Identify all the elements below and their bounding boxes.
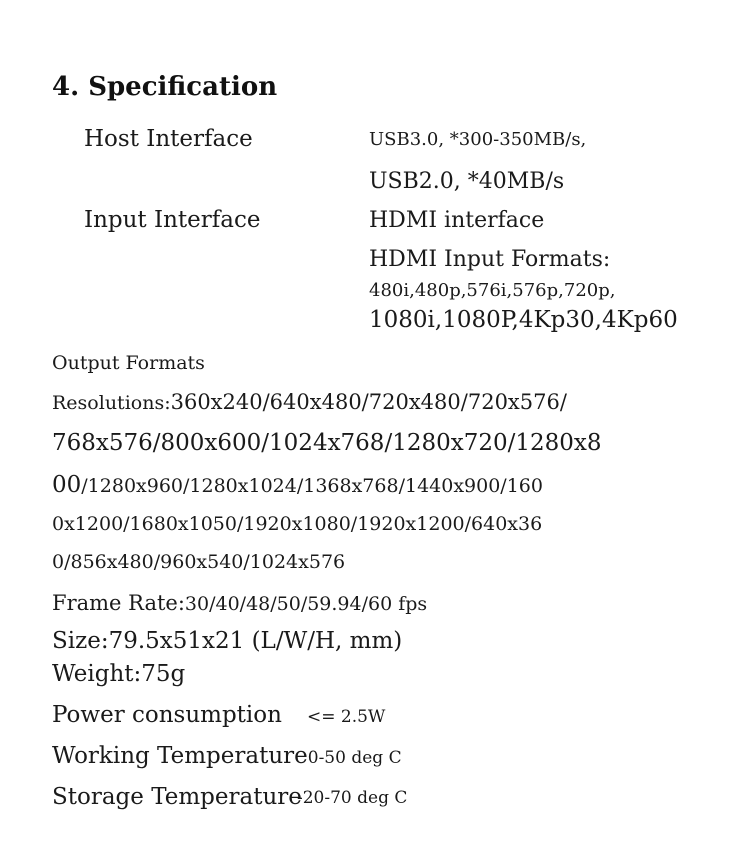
- storage-temperature-value: -20-70 deg C: [297, 788, 408, 808]
- input-formats-line-2: 1080i,1080P,4Kp30,4Kp60: [369, 307, 678, 333]
- resolutions-values-1: 360x240/640x480/720x480/720x576/: [170, 390, 567, 414]
- input-interface-value-hdmi: HDMI interface: [369, 208, 545, 233]
- resolutions-line-4: 0x1200/1680x1050/1920x1080/1920x1200/640x36: [52, 513, 543, 535]
- frame-rate-value: 30/40/48/50/59.94/60 fps: [184, 593, 428, 615]
- working-temperature-line: [52, 745, 402, 768]
- page-title: 4. Specification: [52, 72, 278, 102]
- storage-temperature-label: Storage Temperature: [52, 784, 302, 810]
- weight-line: Weight:75g: [52, 661, 186, 687]
- output-formats-title: Output Formats: [52, 352, 205, 374]
- resolutions-line-5: 0/856x480/960x540/1024x576: [52, 551, 346, 573]
- frame-rate-label: Frame Rate:: [52, 591, 185, 615]
- host-interface-label: Host Interface: [84, 126, 253, 152]
- resolutions-line-1: [52, 392, 567, 413]
- host-interface-value-usb2: USB2.0, *40MB/s: [369, 169, 565, 194]
- working-temperature-value: 0-50 deg C: [307, 748, 402, 768]
- input-formats-line-1: 480i,480p,576i,576p,720p,: [369, 280, 616, 301]
- resolutions-values-3b: /1280x960/1280x1024/1368x768/1440x900/160: [81, 475, 543, 497]
- resolutions-line-2: 768x576/800x600/1024x768/1280x720/1280x8: [52, 430, 602, 456]
- resolutions-values-3a: 00: [52, 472, 82, 498]
- input-interface-label: Input Interface: [84, 207, 261, 233]
- size-line: Size:79.5x51x21 (L/W/H, mm): [52, 628, 403, 654]
- input-formats-title: HDMI Input Formats:: [369, 247, 611, 272]
- frame-rate-line: [52, 593, 427, 614]
- power-consumption-value: <= 2.5W: [307, 707, 386, 727]
- resolutions-label: Resolutions:: [52, 392, 171, 414]
- host-interface-value-usb3: USB3.0, *300-350MB/s,: [369, 129, 587, 150]
- power-consumption-label: Power consumption: [52, 702, 282, 728]
- resolutions-line-3: [52, 474, 543, 497]
- working-temperature-label: Working Temperature: [52, 743, 308, 769]
